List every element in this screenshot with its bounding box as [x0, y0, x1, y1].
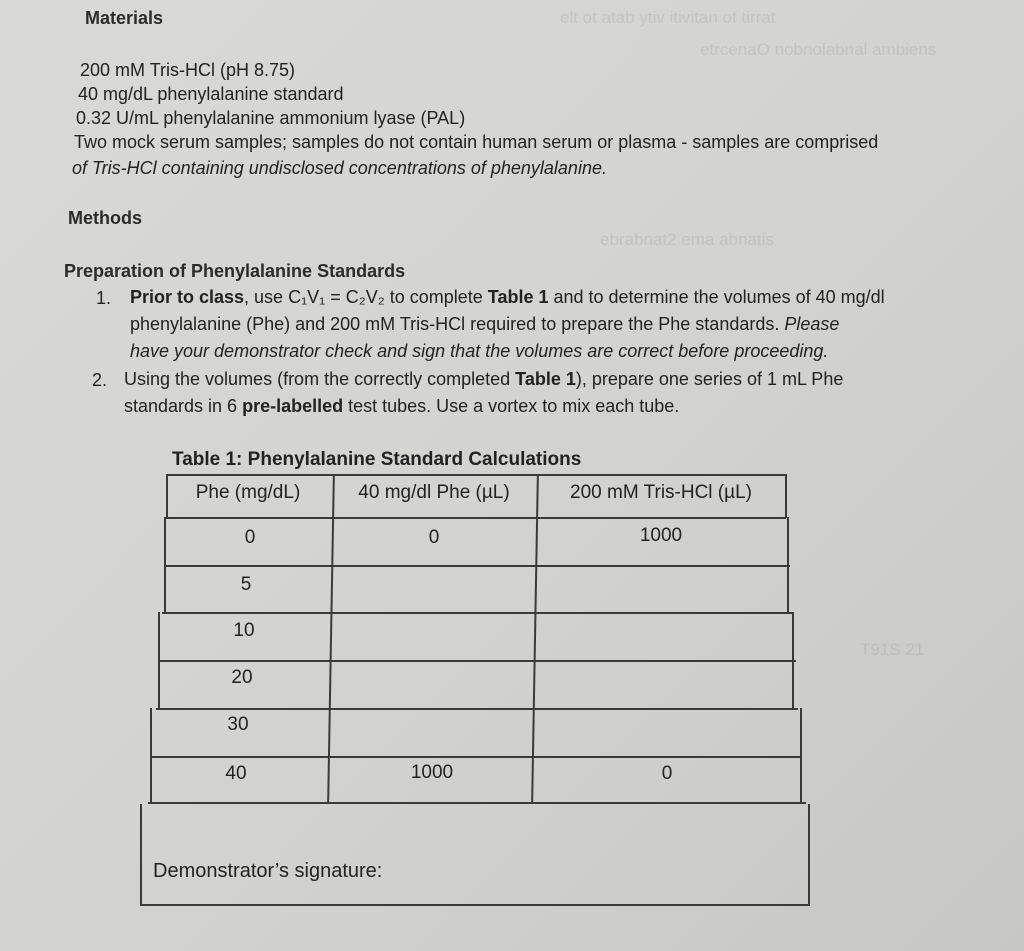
table-cell-conc: 5 — [240, 574, 252, 595]
show-through-text: etrcenaO nobnolabnal ambiens — [700, 40, 937, 59]
table-title: Table 1: Phenylalanine Standard Calculations — [172, 449, 582, 470]
step-2 — [124, 366, 974, 420]
show-through-text: ebrabnat2 ema abnatis — [600, 230, 774, 249]
step-1-text-b: and to determine the volumes of 40 mg/dl — [548, 287, 885, 307]
methods-heading: Methods — [68, 208, 142, 228]
table-cell-conc: 0 — [244, 527, 256, 548]
show-through-text: elt ot atab ytiv itivitan of tirrat — [560, 8, 776, 27]
table-cell-phe-vol: 0 — [428, 527, 440, 548]
table-header-tris-volume: 200 mM Tris-HCl (µL) — [570, 482, 752, 503]
step-1-lead: Prior to class — [130, 287, 245, 307]
step-1-number: 1. — [96, 288, 112, 308]
signature-field[interactable] — [430, 875, 790, 876]
show-through-text: T91S 21 — [860, 640, 925, 659]
samples-text: Two mock serum samples; samples do not contain human serum or plasma - samples are comprised — [74, 132, 879, 152]
table-cell-phe-vol: 1000 — [410, 762, 454, 783]
step-2-number: 2. — [92, 370, 108, 390]
step-1-text-a: , use C₁V₁ = C₂V₂ to complete — [244, 287, 488, 307]
table-cell-tris-vol: 1000 — [639, 525, 683, 546]
samples-line — [74, 132, 878, 153]
step-1-line-3: have your demonstrator check and sign that the volumes are correct before proceeding. — [130, 341, 829, 361]
step-2-line-2-b: test tubes. Use a vortex to mix each tube. — [343, 396, 680, 416]
step-1-line-2-italic: Please — [784, 314, 840, 334]
signature-box — [140, 804, 810, 906]
table-cell-conc: 30 — [227, 714, 249, 735]
materials-heading: Materials — [85, 8, 164, 28]
table-cell-conc: 40 — [225, 763, 247, 784]
material-item: 40 mg/dL phenylalanine standard — [78, 84, 344, 104]
table-cell-tris-vol: 0 — [661, 763, 673, 784]
table-ref: Table 1 — [487, 287, 549, 307]
step-2-text-a: Using the volumes (from the correctly completed — [124, 369, 516, 389]
table-ref: Table 1 — [515, 369, 576, 389]
material-item: 200 mM Tris-HCl (pH 8.75) — [80, 60, 296, 80]
step-1 — [130, 284, 970, 365]
table-header-phe: Phe (mg/dL) — [195, 482, 301, 503]
material-item: 0.32 U/mL phenylalanine ammonium lyase (PAL) — [76, 108, 466, 128]
step-1-line-2: phenylalanine (Phe) and 200 mM Tris-HCl required to prepare the Phe standards. — [130, 314, 785, 334]
step-2-line-2-bold: pre-labelled — [242, 396, 344, 416]
step-2-line-2-a: standards in 6 — [124, 396, 243, 416]
step-2-text-b: ), prepare one series of 1 mL Phe — [575, 369, 844, 389]
table-cell-conc: 10 — [233, 620, 255, 641]
samples-line-2: of Tris-HCl containing undisclosed concentrations of phenylalanine. — [72, 158, 607, 178]
signature-label: Demonstrator’s signature: — [153, 860, 383, 882]
table-header-phe-volume: 40 mg/dl Phe (µL) — [358, 482, 510, 503]
table-cell-conc: 20 — [231, 667, 253, 688]
preparation-subheading: Preparation of Phenylalanine Standards — [64, 261, 406, 281]
